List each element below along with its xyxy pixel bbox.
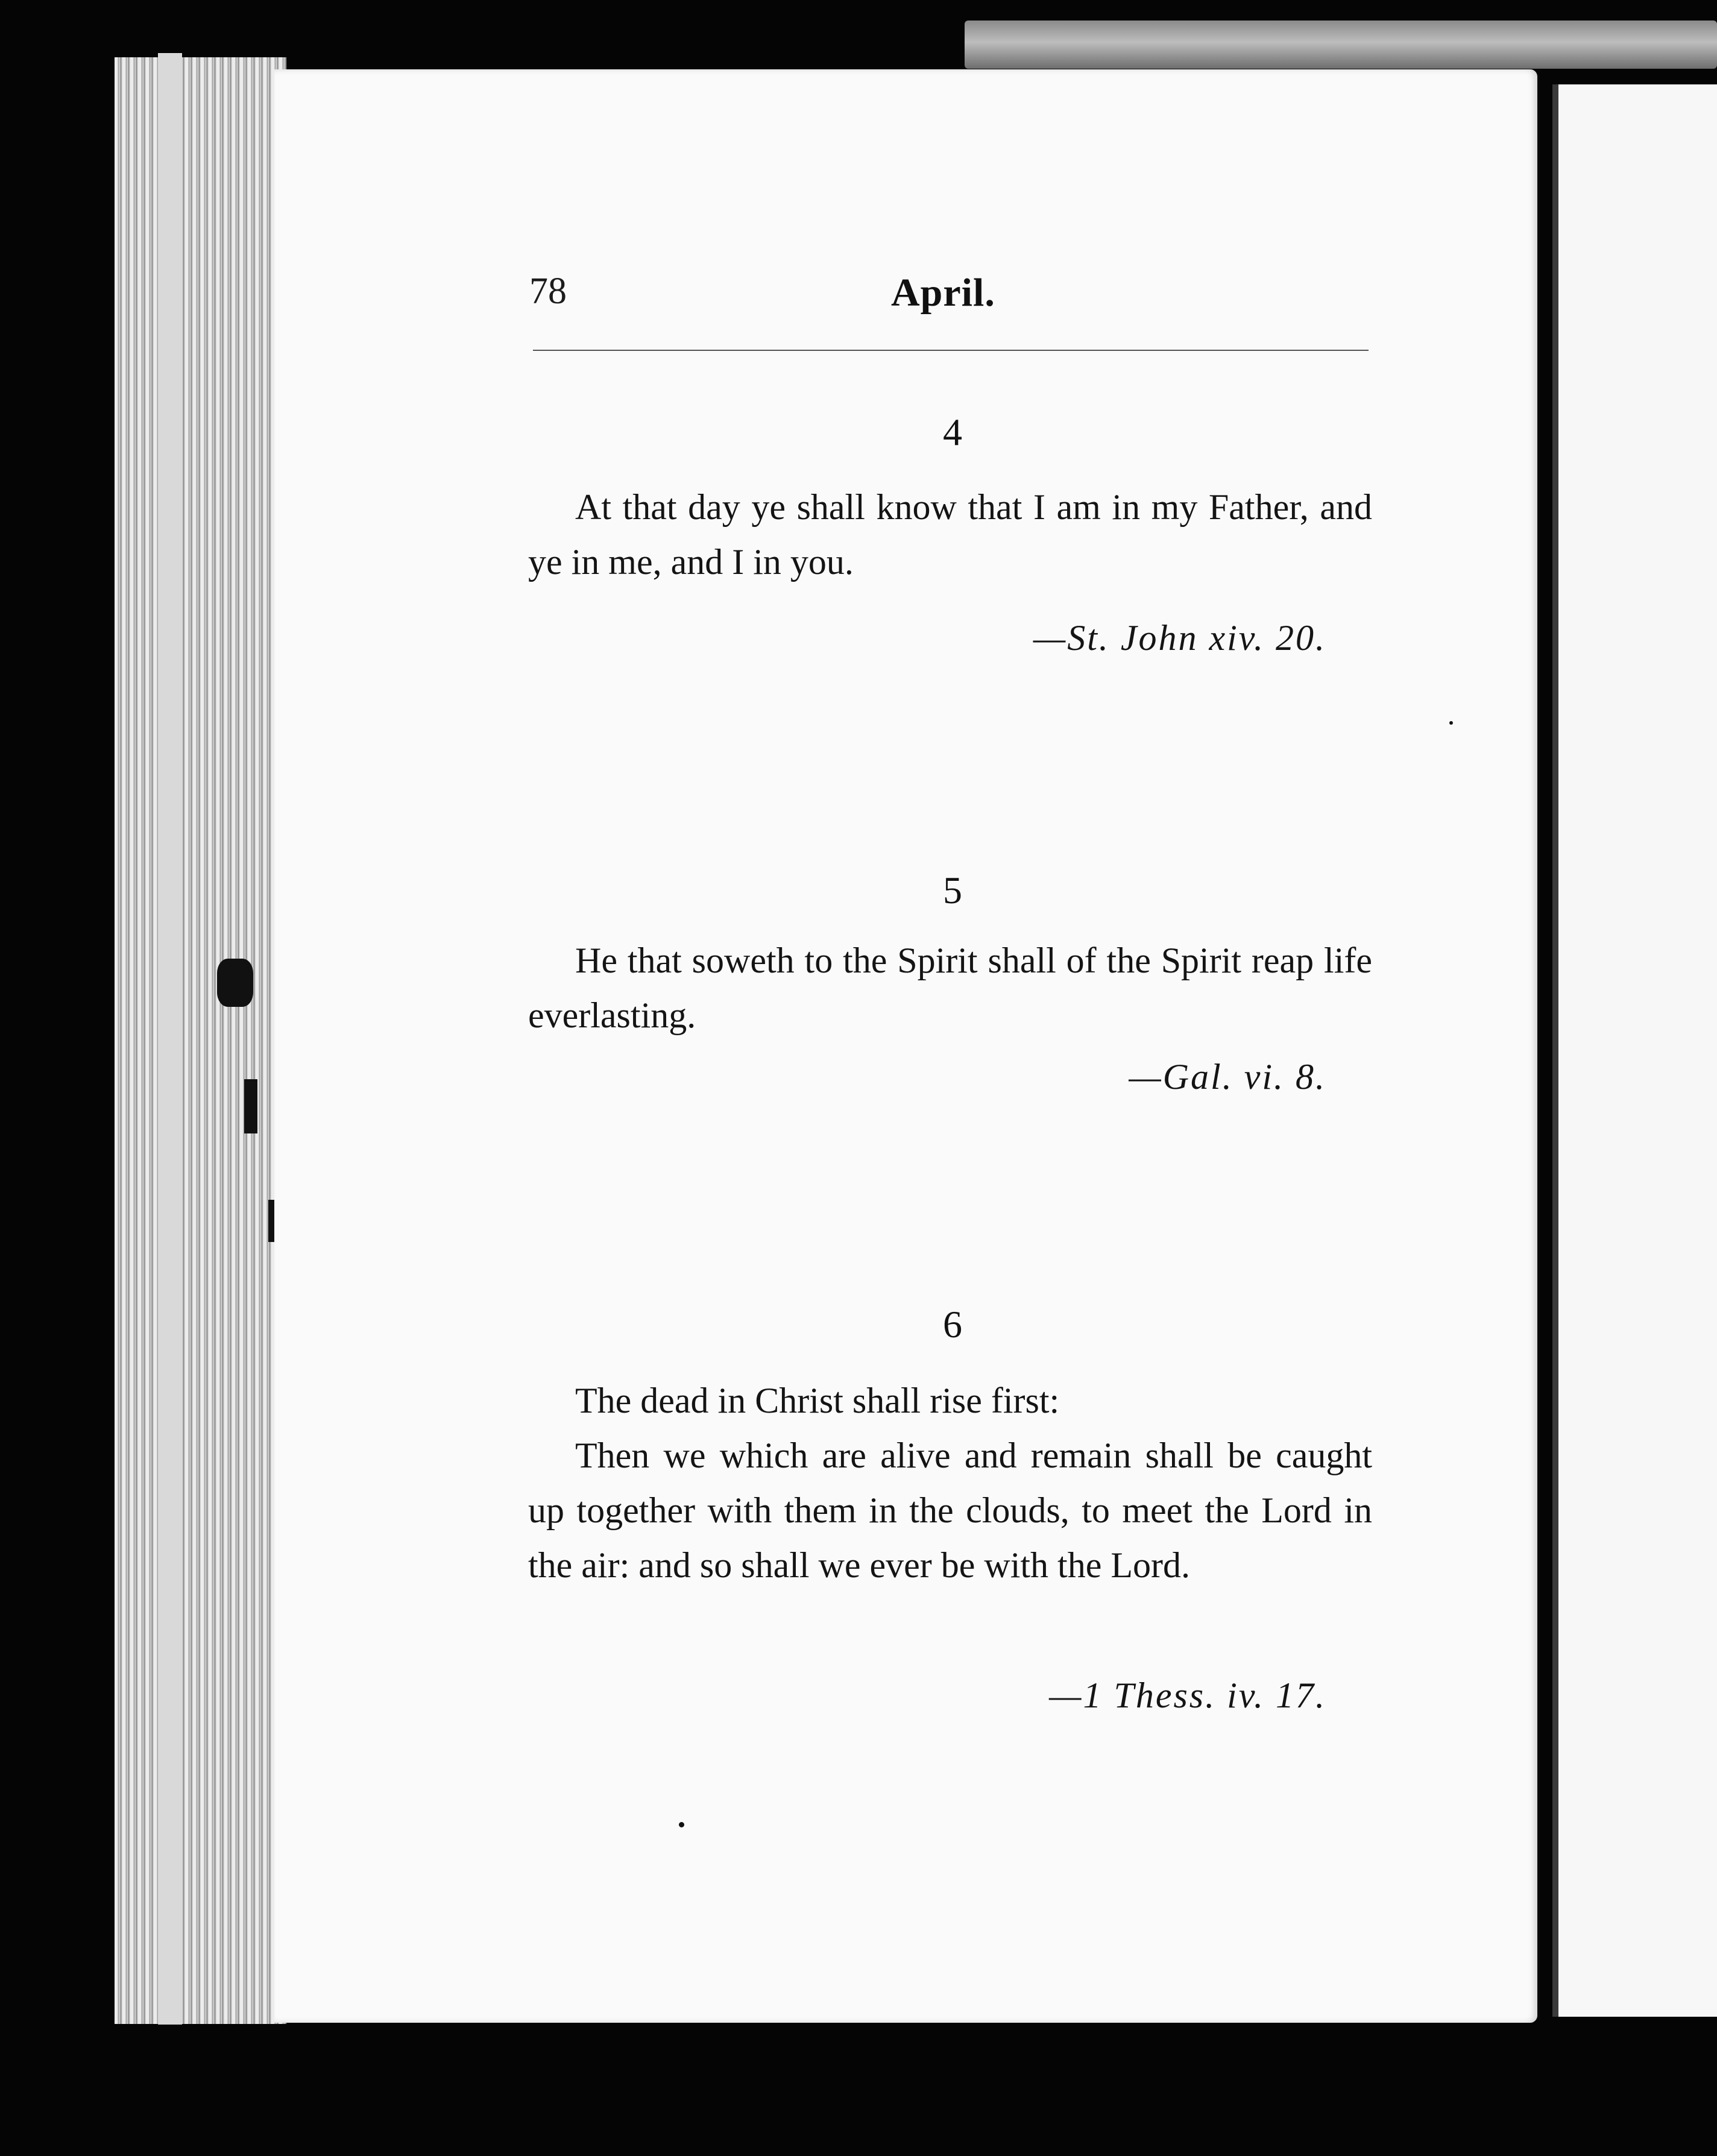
verse-text bbox=[528, 480, 1372, 590]
verse-paragraph: The dead in Christ shall rise first: bbox=[575, 1381, 1060, 1420]
verse-text bbox=[528, 933, 1372, 1043]
margin-ink-mark bbox=[244, 1079, 257, 1133]
verse-citation: —Gal. vi. 8. bbox=[1129, 1057, 1326, 1097]
entry-number: 4 bbox=[943, 411, 962, 453]
book-page bbox=[274, 69, 1537, 2023]
ink-speck bbox=[1449, 721, 1453, 725]
verse-paragraph: He that soweth to the Spirit shall of the Spirit reap life everlasting. bbox=[528, 941, 1372, 1035]
verse-citation: —St. John xiv. 20. bbox=[1033, 618, 1326, 658]
verse-paragraph: At that day ye shall know that I am in my Father, and ye in me, and I in you. bbox=[528, 487, 1372, 582]
microfilm-top-stripe bbox=[965, 20, 1717, 69]
margin-ink-mark bbox=[217, 959, 253, 1007]
entry-number: 6 bbox=[943, 1303, 962, 1346]
book-spine-edge bbox=[158, 53, 182, 2025]
verse-paragraph: Then we which are alive and remain shall be caught up together with them in the clouds, to meet the Lord in the air: and so shall we ever be with the Lord. bbox=[528, 1436, 1372, 1585]
header-rule bbox=[533, 350, 1369, 351]
running-head: April. bbox=[891, 271, 995, 315]
facing-page-edge bbox=[1552, 84, 1717, 2017]
verse-citation: —1 Thess. iv. 17. bbox=[1049, 1675, 1326, 1715]
page-number: 78 bbox=[529, 271, 567, 312]
book-page-edges bbox=[115, 57, 286, 2024]
verse-text bbox=[528, 1373, 1372, 1593]
entry-number: 5 bbox=[943, 869, 962, 912]
ink-speck bbox=[679, 1822, 684, 1827]
